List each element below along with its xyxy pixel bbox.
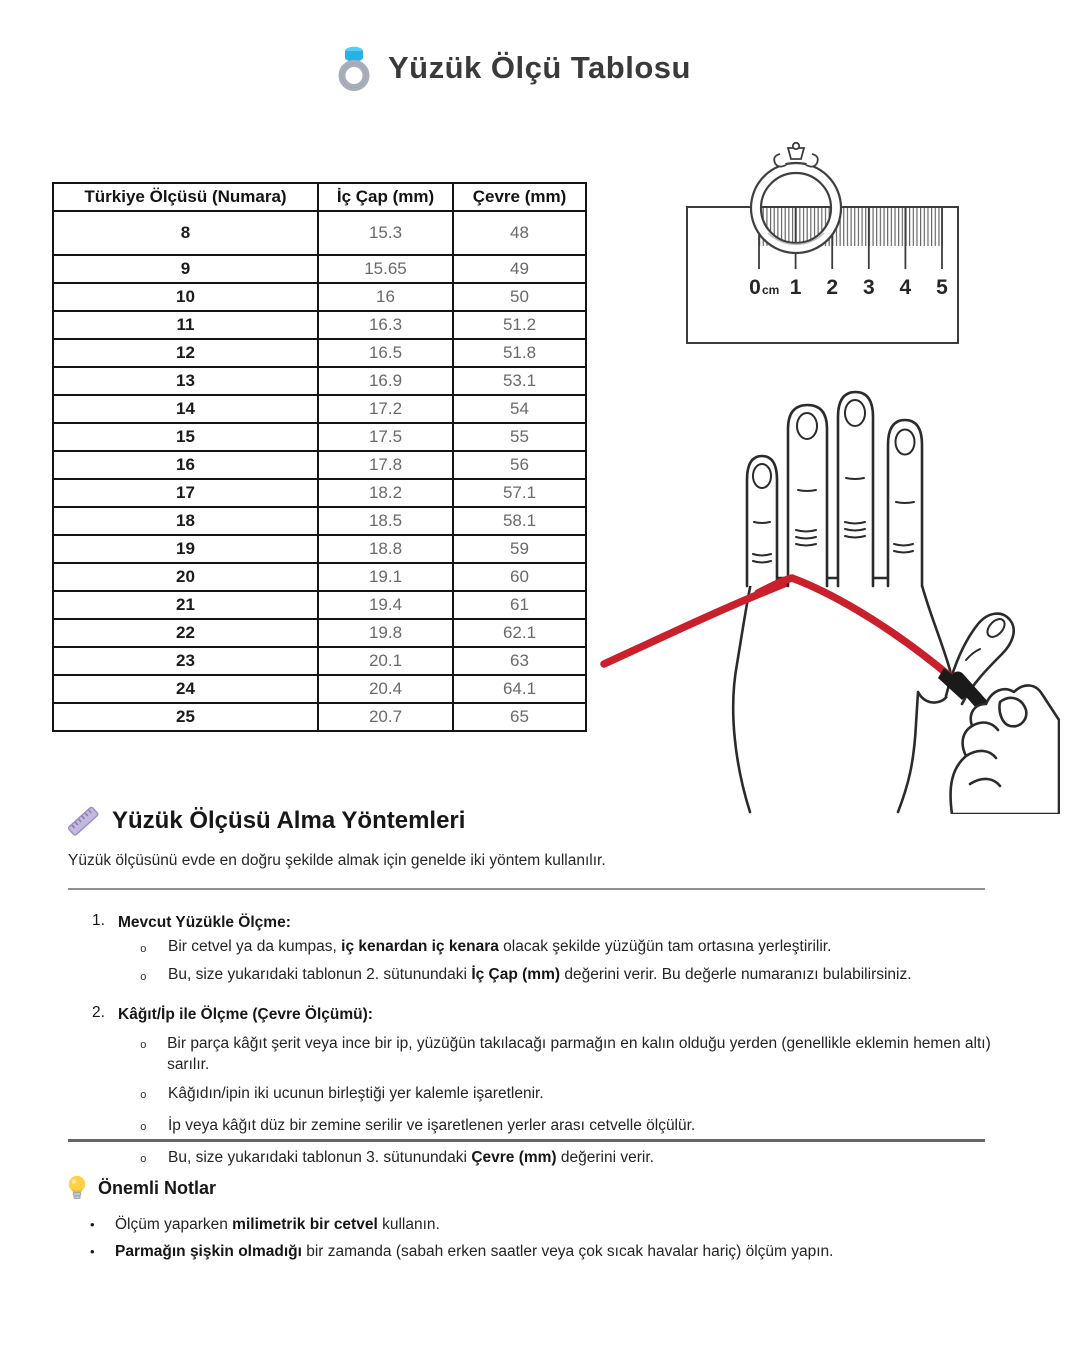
bullet-marker: o: [140, 1154, 147, 1166]
table-row: [53, 619, 586, 647]
cell-circumference: 62.1: [453, 619, 586, 647]
bullet-marker: o: [140, 972, 147, 984]
cell-inner-diameter: 20.4: [318, 675, 453, 703]
bullet-marker: •: [90, 1217, 95, 1232]
ruler-label-3: 3: [862, 276, 875, 299]
cell-inner-diameter: 15.65: [318, 255, 453, 283]
cell-inner-diameter: 20.1: [318, 647, 453, 675]
col-header-circumference: Çevre (mm): [453, 183, 586, 211]
cell-inner-diameter: 19.4: [318, 591, 453, 619]
table-row: [53, 423, 586, 451]
cell-tr-size: 12: [53, 339, 318, 367]
cell-tr-size: 19: [53, 535, 318, 563]
table-row: [53, 283, 586, 311]
table-row: [53, 591, 586, 619]
cell-tr-size: 16: [53, 451, 318, 479]
cell-circumference: 65: [453, 703, 586, 731]
cell-inner-diameter: 18.5: [318, 507, 453, 535]
methods-list: [68, 912, 1008, 1171]
notes-list: [68, 1208, 1008, 1262]
cell-circumference: 48: [453, 211, 586, 255]
cell-tr-size: 23: [53, 647, 318, 675]
cell-tr-size: 10: [53, 283, 318, 311]
cell-inner-diameter: 19.8: [318, 619, 453, 647]
table-row: [53, 563, 586, 591]
cell-inner-diameter: 16: [318, 283, 453, 311]
cell-inner-diameter: 16.9: [318, 367, 453, 395]
cell-inner-diameter: 18.8: [318, 535, 453, 563]
ruler-icon: [66, 804, 100, 838]
table-row: [53, 367, 586, 395]
cell-circumference: 58.1: [453, 507, 586, 535]
item-title: Mevcut Yüzükle Ölçme:: [118, 914, 291, 931]
ring-size-table: [52, 182, 587, 732]
col-header-tr-size: Türkiye Ölçüsü (Numara): [53, 183, 318, 211]
ring-on-ruler-illustration: [668, 138, 980, 360]
ruler-label-2: 2: [826, 276, 839, 299]
cell-inner-diameter: 20.7: [318, 703, 453, 731]
item-number: 1.: [92, 912, 105, 929]
cell-inner-diameter: 17.2: [318, 395, 453, 423]
cell-tr-size: 17: [53, 479, 318, 507]
cell-circumference: 50: [453, 283, 586, 311]
divider-bottom: [68, 1139, 985, 1142]
ruler-mm-ticks: [759, 208, 943, 246]
cell-tr-size: 9: [53, 255, 318, 283]
bullet-marker: o: [140, 944, 147, 956]
palm-outline: [733, 578, 951, 812]
table-row: [53, 395, 586, 423]
size-table-body: [53, 211, 586, 731]
cell-circumference: 61: [453, 591, 586, 619]
cell-tr-size: 22: [53, 619, 318, 647]
methods-section-title: Yüzük Ölçüsü Alma Yöntemleri: [112, 807, 466, 834]
table-row: [53, 255, 586, 283]
page-title: Yüzük Ölçü Tablosu: [388, 50, 691, 85]
cell-inner-diameter: 18.2: [318, 479, 453, 507]
col-header-inner-diameter: İç Çap (mm): [318, 183, 453, 211]
cell-tr-size: 14: [53, 395, 318, 423]
ruler-label-4: 4: [899, 276, 912, 299]
cell-circumference: 51.2: [453, 311, 586, 339]
cell-tr-size: 20: [53, 563, 318, 591]
list-item: o Bu, size yukarıdaki tablonun 2. sütunundaki İç Çap (mm) değerini verir. Bu değerle numaranızı bulabilirsiniz.: [140, 964, 1008, 989]
bullet-marker: o: [140, 1090, 147, 1102]
list-item: • Ölçüm yaparken milimetrik bir cetvel kullanın.: [90, 1216, 440, 1233]
table-row: [53, 211, 586, 255]
table-row: [53, 647, 586, 675]
cell-circumference: 55: [453, 423, 586, 451]
cell-tr-size: 8: [53, 211, 318, 255]
list-item: o Bu, size yukarıdaki tablonun 3. sütunundaki Çevre (mm) değerini verir.: [140, 1147, 1008, 1171]
table-row: [53, 311, 586, 339]
methods-intro: Yüzük ölçüsünü evde en doğru şekilde almak için genelde iki yöntem kullanılır.: [68, 852, 606, 869]
hand-string-illustration: [600, 372, 1060, 814]
cell-circumference: 49: [453, 255, 586, 283]
cell-circumference: 54: [453, 395, 586, 423]
ruler-label-5: 5: [936, 276, 948, 299]
divider-top: [68, 888, 985, 890]
cell-tr-size: 11: [53, 311, 318, 339]
cell-circumference: 51.8: [453, 339, 586, 367]
list-item: o Bir cetvel ya da kumpas, iç kenardan iç kenara olacak şekilde yüzüğün tam ortasına yerleştirilir.: [140, 936, 1008, 961]
method-item-1: [68, 912, 1008, 933]
cell-circumference: 59: [453, 535, 586, 563]
item-title: Kâğıt/İp ile Ölçme (Çevre Ölçümü):: [118, 1006, 373, 1023]
item-number: 2.: [92, 1004, 105, 1021]
notes-section-title: Önemli Notlar: [98, 1177, 217, 1198]
list-item: o İp veya kâğıt düz bir zemine serilir ve işaretlenen yerler arası cetvelle ölçülür.: [140, 1115, 1008, 1139]
list-item: • Parmağın şişkin olmadığı bir zamanda (sabah erken saatler veya çok sıcak havalar hariç) ölçüm yapın.: [90, 1243, 834, 1260]
cell-tr-size: 24: [53, 675, 318, 703]
table-row: [53, 479, 586, 507]
cell-inner-diameter: 16.3: [318, 311, 453, 339]
table-row: [53, 675, 586, 703]
method-item-2-bullets: [68, 1033, 1008, 1171]
table-row: [53, 507, 586, 535]
method-item-2: [68, 1004, 1008, 1025]
table-row: [53, 703, 586, 731]
list-item: o Kâğıdın/ipin iki ucunun birleştiği yer kalemle işaretlenir.: [140, 1083, 1008, 1107]
ruler-unit-label: cm: [762, 283, 780, 297]
cell-inner-diameter: 19.1: [318, 563, 453, 591]
cell-tr-size: 18: [53, 507, 318, 535]
cell-inner-diameter: 17.5: [318, 423, 453, 451]
cell-circumference: 64.1: [453, 675, 586, 703]
methods-section-header: [66, 804, 465, 838]
cell-tr-size: 15: [53, 423, 318, 451]
holding-hand: [951, 685, 1059, 814]
cell-inner-diameter: 17.8: [318, 451, 453, 479]
cell-circumference: 53.1: [453, 367, 586, 395]
cell-tr-size: 21: [53, 591, 318, 619]
table-row: [53, 535, 586, 563]
ruler-label-1: 1: [789, 276, 802, 299]
cell-tr-size: 25: [53, 703, 318, 731]
cell-circumference: 60: [453, 563, 586, 591]
table-row: [53, 451, 586, 479]
bullet-marker: o: [140, 1122, 147, 1134]
cell-circumference: 56: [453, 451, 586, 479]
cell-circumference: 63: [453, 647, 586, 675]
ruler-label-0: 0: [749, 276, 761, 299]
table-header-row: [53, 183, 586, 211]
lightbulb-icon: [66, 1174, 88, 1202]
list-item: o Bir parça kâğıt şerit veya ince bir ip, yüzüğün takılacağı parmağın en kalın olduğu yerden (genellikle eklemin hemen altı) sarılır.: [140, 1035, 991, 1073]
cell-circumference: 57.1: [453, 479, 586, 507]
cell-inner-diameter: 15.3: [318, 211, 453, 255]
bullet-marker: •: [90, 1244, 95, 1259]
table-row: [53, 339, 586, 367]
ring-icon: [334, 42, 374, 94]
bullet-marker: o: [140, 1040, 147, 1052]
page-header: [334, 42, 691, 94]
notes-section-header: [66, 1174, 216, 1202]
cell-inner-diameter: 16.5: [318, 339, 453, 367]
cell-tr-size: 13: [53, 367, 318, 395]
